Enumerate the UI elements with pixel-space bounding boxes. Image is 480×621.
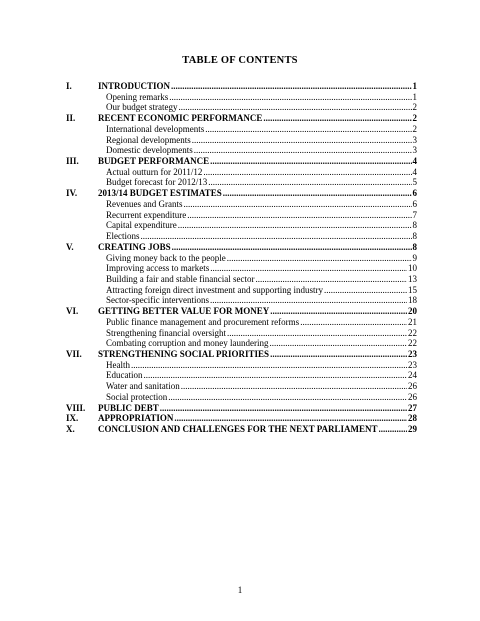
toc-entry-label: Domestic developments xyxy=(106,145,193,156)
toc-section-row[interactable] xyxy=(66,413,417,424)
toc-section-row[interactable] xyxy=(66,403,417,414)
toc-entry xyxy=(98,306,417,317)
dot-leader xyxy=(183,199,411,210)
toc-subsection-row[interactable] xyxy=(66,253,417,264)
dot-leader xyxy=(205,124,411,135)
dot-leader xyxy=(172,242,412,253)
toc-entry xyxy=(106,338,417,349)
dot-leader xyxy=(270,349,407,360)
toc-entry-label: Attracting foreign direct investment and supporting industry xyxy=(106,284,323,295)
dot-leader xyxy=(379,424,407,435)
toc-subsection-row[interactable] xyxy=(66,135,417,146)
toc-page-number: 10 xyxy=(408,263,417,274)
toc-entry-label: Budget forecast for 2012/13 xyxy=(106,177,208,188)
toc-entry xyxy=(106,167,417,178)
toc-entry-label: Capital expenditure xyxy=(106,220,177,231)
toc-subsection-row[interactable] xyxy=(66,381,417,392)
toc-entry xyxy=(106,135,417,146)
toc-entry-label: Our budget strategy xyxy=(106,102,178,113)
toc-entry-label: Combating corruption and money laundering xyxy=(106,338,269,349)
toc-entry xyxy=(106,145,417,156)
toc-entry-label: Elections xyxy=(106,231,140,242)
toc-entry-label: 2013/14 BUDGET ESTIMATES xyxy=(98,188,222,199)
dot-leader xyxy=(210,263,407,274)
toc-subsection-row[interactable] xyxy=(66,145,417,156)
toc-entry-label: Recurrent expenditure xyxy=(106,209,187,220)
dot-leader xyxy=(270,306,407,317)
toc-page-number: 6 xyxy=(412,198,417,209)
toc-section-row[interactable] xyxy=(66,188,417,199)
table-of-contents xyxy=(66,81,417,435)
toc-entry-label: PUBLIC DEBT xyxy=(98,402,159,413)
toc-subsection-row[interactable] xyxy=(66,210,417,221)
toc-entry xyxy=(98,188,417,199)
page-number: 1 xyxy=(237,585,243,595)
toc-subsection-row[interactable] xyxy=(66,231,417,242)
toc-page-number: 5 xyxy=(412,177,417,188)
toc-entry-label: CONCLUSION AND CHALLENGES FOR THE NEXT PARLIAMENT xyxy=(98,424,378,434)
toc-entry xyxy=(98,403,417,414)
toc-page-number: 22 xyxy=(408,338,417,349)
toc-entry xyxy=(106,295,417,306)
toc-entry-label: APPROPRIATION xyxy=(98,413,174,424)
toc-page-number: 22 xyxy=(408,327,417,338)
toc-subsection-row[interactable] xyxy=(66,92,417,103)
toc-subsection-row[interactable] xyxy=(66,328,417,339)
toc-entry xyxy=(98,113,417,124)
toc-entry-label: Public finance management and procurement reforms xyxy=(106,316,300,327)
toc-subsection-row[interactable] xyxy=(66,392,417,403)
toc-page-number: 8 xyxy=(412,220,417,231)
toc-subsection-row[interactable] xyxy=(66,274,417,285)
dot-leader xyxy=(131,360,407,371)
toc-entry xyxy=(106,370,417,381)
toc-entry-label: CREATING JOBS xyxy=(98,241,171,252)
dot-leader xyxy=(203,167,411,178)
toc-section-number: IX. xyxy=(66,413,79,424)
toc-section-number: II. xyxy=(66,113,76,124)
toc-entry-label: GETTING BETTER VALUE FOR MONEY xyxy=(98,306,270,317)
toc-section-row[interactable] xyxy=(66,349,417,360)
toc-subsection-row[interactable] xyxy=(66,360,417,371)
toc-section-number: VII. xyxy=(66,348,82,359)
dot-leader xyxy=(210,295,407,306)
toc-entry-label: Opening remarks xyxy=(106,91,169,102)
toc-entry xyxy=(106,199,417,210)
dot-leader xyxy=(141,231,412,242)
toc-section-number: V. xyxy=(66,241,74,252)
dot-leader xyxy=(192,135,412,146)
toc-entry-label: Actual outturn for 2011/12 xyxy=(106,166,203,177)
toc-title: TABLE OF CONTENTS xyxy=(182,55,298,66)
toc-entry-label: Giving money back to the people xyxy=(106,252,226,263)
dot-leader xyxy=(263,113,411,124)
toc-page-number: 26 xyxy=(408,381,417,392)
toc-page-number: 20 xyxy=(408,306,417,317)
toc-entry-label: Social protection xyxy=(106,391,168,402)
toc-entry xyxy=(98,424,417,435)
dot-leader xyxy=(178,220,412,231)
toc-entry-label: INTRODUCTION xyxy=(98,81,171,91)
dot-leader xyxy=(168,392,407,403)
dot-leader xyxy=(300,317,407,328)
toc-subsection-row[interactable] xyxy=(66,295,417,306)
toc-entry xyxy=(106,124,417,135)
toc-entry-label: STRENGTHENING SOCIAL PRIORITIES xyxy=(98,348,270,359)
toc-page-number: 1 xyxy=(412,81,417,91)
toc-section-row[interactable] xyxy=(66,306,417,317)
dot-leader xyxy=(208,177,411,188)
toc-entry xyxy=(98,242,417,253)
toc-section-number: VIII. xyxy=(66,402,86,413)
dot-leader xyxy=(160,403,407,414)
toc-entry xyxy=(106,274,417,285)
toc-page-number: 1 xyxy=(412,91,417,102)
toc-entry-label: Regional developments xyxy=(106,134,191,145)
dot-leader xyxy=(169,92,411,103)
toc-subsection-row[interactable] xyxy=(66,167,417,178)
toc-entry-label: International developments xyxy=(106,123,205,134)
toc-page-number: 4 xyxy=(412,166,417,177)
dot-leader xyxy=(187,210,411,221)
toc-entry-label: Strengthening financial oversight xyxy=(106,327,226,338)
toc-entry-label: BUDGET PERFORMANCE xyxy=(98,156,210,167)
dot-leader xyxy=(324,285,407,296)
toc-page-number: 28 xyxy=(408,413,417,424)
toc-section-number: VI. xyxy=(66,306,79,317)
toc-subsection-row[interactable] xyxy=(66,124,417,135)
toc-page-number: 13 xyxy=(408,273,417,284)
dot-leader xyxy=(194,145,412,156)
toc-subsection-row[interactable] xyxy=(66,317,417,328)
toc-subsection-row[interactable] xyxy=(66,220,417,231)
toc-page-number: 2 xyxy=(412,113,417,124)
toc-entry xyxy=(106,263,417,274)
toc-entry-label: Sector-specific interventions xyxy=(106,295,210,306)
toc-section-number: I. xyxy=(66,81,72,91)
toc-section-number: IV. xyxy=(66,188,78,199)
toc-section-row[interactable] xyxy=(66,424,417,435)
toc-page-number: 27 xyxy=(408,402,417,413)
toc-entry-label: Building a fair and stable financial sector xyxy=(106,273,255,284)
toc-section-number: X. xyxy=(66,424,75,434)
toc-entry xyxy=(106,177,417,188)
toc-entry xyxy=(106,220,417,231)
toc-page-number: 3 xyxy=(412,134,417,145)
dot-leader xyxy=(178,102,411,113)
toc-subsection-row[interactable] xyxy=(66,285,417,296)
toc-subsection-row[interactable] xyxy=(66,102,417,113)
toc-section-number: III. xyxy=(66,156,79,167)
toc-page-number: 6 xyxy=(412,188,417,199)
toc-section-row[interactable] xyxy=(66,156,417,167)
toc-subsection-row[interactable] xyxy=(66,338,417,349)
toc-entry xyxy=(106,231,417,242)
toc-entry xyxy=(106,317,417,328)
toc-page-number: 29 xyxy=(408,424,417,434)
toc-entry-label: Health xyxy=(106,359,130,370)
toc-entry xyxy=(106,92,417,103)
toc-entry xyxy=(98,81,417,92)
toc-page-number: 15 xyxy=(408,284,417,295)
toc-entry xyxy=(106,210,417,221)
toc-entry xyxy=(106,381,417,392)
toc-entry-label: Improving access to markets xyxy=(106,263,210,274)
toc-entry xyxy=(98,349,417,360)
dot-leader xyxy=(223,188,412,199)
toc-page-number: 24 xyxy=(408,370,417,381)
toc-entry xyxy=(106,285,417,296)
toc-section-row[interactable] xyxy=(66,242,417,253)
toc-entry xyxy=(106,392,417,403)
toc-page-number: 26 xyxy=(408,391,417,402)
toc-subsection-row[interactable] xyxy=(66,370,417,381)
dot-leader xyxy=(210,156,411,167)
toc-page-number: 18 xyxy=(408,295,417,306)
toc-page-number: 23 xyxy=(408,359,417,370)
toc-entry xyxy=(106,253,417,264)
toc-entry xyxy=(98,156,417,167)
dot-leader xyxy=(174,413,407,424)
toc-page-number: 9 xyxy=(412,252,417,263)
dot-leader xyxy=(227,328,407,339)
toc-page-number: 8 xyxy=(412,231,417,242)
toc-entry xyxy=(106,102,417,113)
dot-leader xyxy=(181,381,407,392)
dot-leader xyxy=(227,253,412,264)
toc-section-row[interactable] xyxy=(66,81,417,92)
toc-subsection-row[interactable] xyxy=(66,263,417,274)
toc-section-row[interactable] xyxy=(66,113,417,124)
toc-entry-label: Revenues and Grants xyxy=(106,198,183,209)
toc-page-number: 8 xyxy=(412,241,417,252)
toc-entry-label: Education xyxy=(106,370,143,381)
toc-page-number: 3 xyxy=(412,145,417,156)
toc-entry xyxy=(106,360,417,371)
toc-page-number: 2 xyxy=(412,102,417,113)
toc-subsection-row[interactable] xyxy=(66,199,417,210)
toc-entry-label: Water and sanitation xyxy=(106,381,180,392)
dot-leader xyxy=(255,274,407,285)
toc-page-number: 2 xyxy=(412,123,417,134)
toc-entry xyxy=(98,413,417,424)
toc-entry xyxy=(106,328,417,339)
dot-leader xyxy=(269,338,407,349)
dot-leader xyxy=(171,81,411,92)
toc-subsection-row[interactable] xyxy=(66,177,417,188)
toc-page-number: 7 xyxy=(412,209,417,220)
dot-leader xyxy=(144,370,408,381)
toc-page-number: 4 xyxy=(412,156,417,167)
toc-entry-label: RECENT ECONOMIC PERFORMANCE xyxy=(98,113,263,124)
toc-page-number: 21 xyxy=(408,316,417,327)
toc-page-number: 23 xyxy=(408,348,417,359)
